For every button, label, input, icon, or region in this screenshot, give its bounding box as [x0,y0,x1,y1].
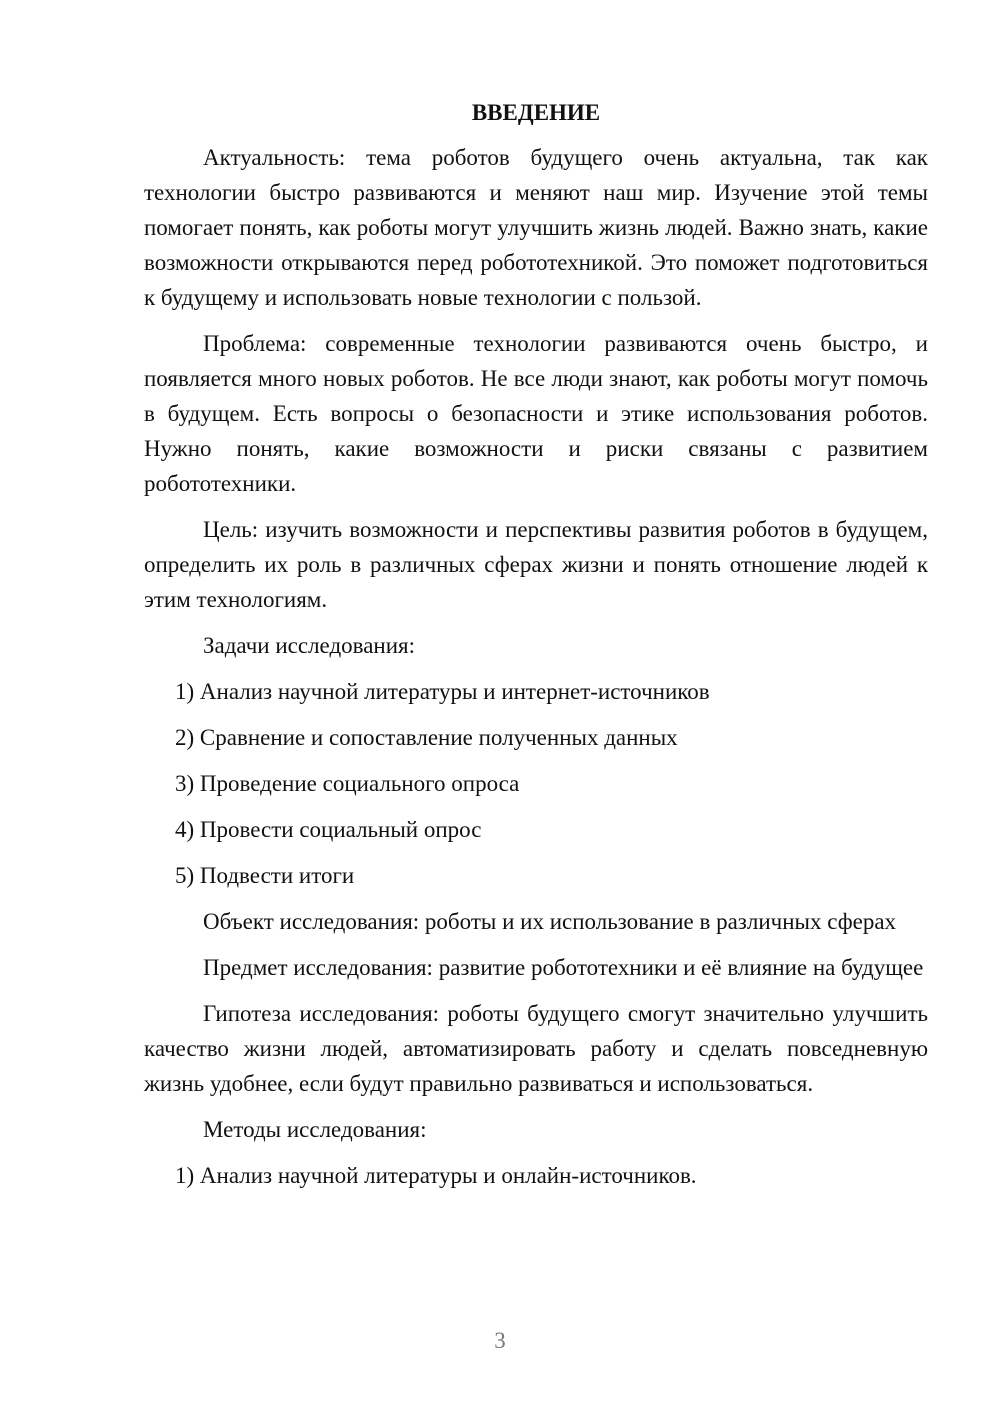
methods-label: Методы исследования: [203,1117,427,1142]
task-item: 2) Сравнение и сопоставление полученных данных [175,725,678,750]
goal-paragraph: Цель: изучить возможности и перспективы развития роботов в будущем, определить их роль в различных сферах жизни и понять отношение людей к этим технологиям. [144,517,928,612]
page-number: 3 [494,1328,506,1353]
methods-list [144,1158,928,1193]
object-paragraph: Объект исследования: роботы и их использование в различных сферах [203,909,897,934]
document-page [144,95,928,1204]
relevance-paragraph: Актуальность: тема роботов будущего очень актуальна, так как технологии быстро развиваются и меняют наш мир. Изучение этой темы помогает понять, как роботы могут улучшить жизнь людей. Важно знать, какие возможности открываются перед робототехникой. Это поможет подготовиться к будущему и использовать новые технологии с пользой. [144,145,928,310]
task-item: 3) Проведение социального опроса [175,771,520,796]
tasks-label: Задачи исследования: [203,633,416,658]
problem-paragraph: Проблема: современные технологии развиваются очень быстро, и появляется много новых роботов. Не все люди знают, как роботы могут помочь в будущем. Есть вопросы о безопасности и этике использования роботов. Нужно понять, какие возможности и риски связаны с развитием робототехники. [144,331,928,496]
tasks-list [144,674,928,893]
task-item: 1) Анализ научной литературы и интернет-источников [175,679,710,704]
subject-paragraph: Предмет исследования: развитие робототехники и её влияние на будущее [203,955,924,980]
task-item: 5) Подвести итоги [175,863,355,888]
task-item: 4) Провести социальный опрос [175,817,482,842]
method-item: 1) Анализ научной литературы и онлайн-источников. [175,1163,697,1188]
hypothesis-paragraph: Гипотеза исследования: роботы будущего смогут значительно улучшить качество жизни людей, автоматизировать работу и сделать повседневную жизнь удобнее, если будут правильно развиваться и использоваться. [144,1001,928,1096]
page-title: ВВЕДЕНИЕ [471,100,601,125]
